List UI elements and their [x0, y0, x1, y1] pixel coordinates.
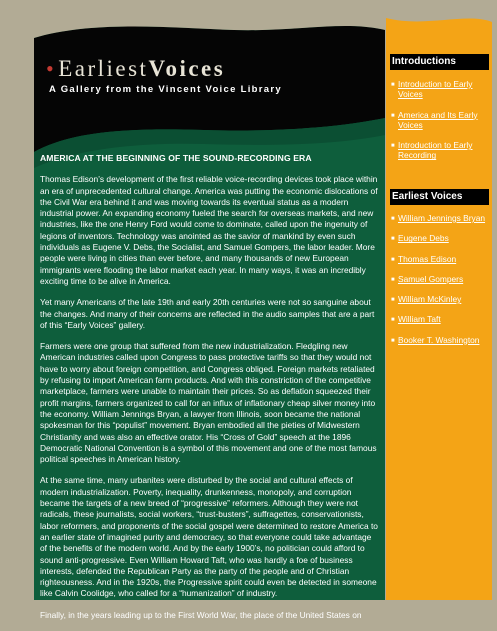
bullet-icon: ■: [391, 256, 395, 263]
link-william-taft[interactable]: William Taft: [398, 314, 441, 325]
link-william-mckinley[interactable]: William McKinley: [398, 294, 462, 305]
article-paragraph: Yet many Americans of the late 19th and early 20th centuries were not so sanguine about the changes. And many of their concerns are reflected in the audio samples that are a part of this “Early Voices” gallery.: [40, 297, 375, 330]
link-william-jennings-bryan[interactable]: William Jennings Bryan: [398, 213, 486, 223]
sidebar-link-item: [390, 274, 490, 284]
sidebar-link-item: [390, 254, 490, 264]
link-samuel-gompers[interactable]: Samuel Gompers: [398, 273, 464, 284]
sidebar-link-item: [390, 140, 490, 161]
sidebar-link-item: [390, 79, 490, 100]
article: [40, 150, 380, 631]
link-thomas-edison[interactable]: Thomas Edison: [398, 253, 457, 264]
sidebar-heading-introductions: Introductions: [390, 54, 489, 70]
main-content-panel: [34, 0, 385, 620]
bullet-icon: ■: [391, 236, 395, 243]
sidebar-link-item: [390, 314, 490, 324]
link-introduction-to-early-voices[interactable]: Introduction to Early Voices: [398, 79, 473, 100]
article-paragraph: Thomas Edison’s development of the first reliable voice-recording devices took place within an era of unprecedented cultural change. America was putting the economic dislocations of the Civil War era behind it and was moving towards its eventual status as a modern industrial power. An expanding economy fueled the search for overseas markets, and new industries, like the one Henry Ford would come to dominate, called upon the ingenuity of legions of inventors. Technology was anointed as the savior of mankind by even such individuals as Eugene V. Debs, the Socialist, and Samuel Gompers, the labor leader. More people were living in cities than ever before, and many thousands of new European immigrants were flooding the labor market each year. In many ways, it was an incredibly exciting time to be alive in America.: [40, 174, 378, 286]
sidebar-link-item: [390, 213, 490, 223]
earliest-voices-links: [390, 213, 490, 355]
sidebar: [386, 0, 492, 600]
logo-dot-icon: •: [46, 56, 57, 81]
bullet-icon: ■: [391, 337, 395, 344]
link-booker-t-washington[interactable]: Booker T. Washington: [398, 334, 480, 345]
sidebar-wave-graphic: [386, 0, 492, 40]
sidebar-heading-earliest-voices: Earliest Voices: [390, 189, 489, 205]
article-paragraph: At the same time, many urbanites were disturbed by the social and cultural effects of modern industrialization. Poverty, inequality, drunkenness, monopoly, and corruption became the targets of a new breed of “progressive” reformers. Although they were not radicals, these journalists, social workers, “trust-busters”, suffragettes, conservationists, labor reformers, and proponents of the social gospel were determined to restore America to an earlier state of imagined purity and democracy, so that everyone could take advantage of the benefits of the modern world. And by the early 1900’s, no politician could afford to sound anti-progressive. Even William Howard Taft, who was hardly a foe of business interests, defended the Republican Party as the party of the people and of Christian righteousness. And in the 1920s, the Progressive spirit could even be detected in someone like Calvin Coolidge, who called for a “humanization” of industry.: [40, 475, 378, 599]
sidebar-link-item: [390, 335, 490, 345]
bullet-icon: ■: [391, 112, 395, 119]
site-subtitle: A Gallery from the Vincent Voice Library: [49, 84, 282, 95]
bullet-icon: ■: [391, 317, 395, 324]
logo-word-earliest: Earliest: [58, 56, 149, 81]
bullet-icon: ■: [391, 143, 395, 150]
introductions-links: [390, 79, 490, 171]
site-logo[interactable]: [46, 56, 225, 82]
bullet-icon: ■: [391, 82, 395, 88]
article-paragraph: Finally, in the years leading up to the First World War, the place of the United States on: [40, 609, 362, 620]
header-banner: [34, 0, 385, 170]
article-paragraph: Farmers were one group that suffered from the new industrialization. Fledgling new American industries called upon Congress to pass protective tariffs so that they would not have to worry about foreign competition, and Congress obliged. Foreign markets retaliated by refusing to import American farm products. And with this constriction of the competitive marketplace, farmers were unable to maintain their prices. So as deflation squeezed their profit margins, farmers organized to call for an influx of inflationary cheap silver money into the economy. William Jennings Bryan, a lawyer from Illinois, soon became the national spokesman for this “populist” movement. Bryan embodied all the pieties of Midwestern Christianity and was also an effective orator. His “Cross of Gold” speech at the 1896 Democratic National Convention is a symbol of this movement and one of the most famous political speeches in American history.: [40, 341, 377, 465]
sidebar-link-item: [390, 110, 490, 131]
bullet-icon: ■: [391, 276, 395, 283]
link-eugene-debs[interactable]: Eugene Debs: [398, 233, 449, 244]
bullet-icon: ■: [391, 297, 395, 304]
bullet-icon: ■: [391, 216, 395, 222]
sidebar-link-item: [390, 233, 490, 243]
link-america-and-its-early-voices[interactable]: America and Its Early Voices: [398, 109, 478, 130]
sidebar-link-item: [390, 294, 490, 304]
link-introduction-to-early-recording[interactable]: Introduction to Early Recording: [398, 140, 473, 161]
article-heading: AMERICA AT THE BEGINNING OF THE SOUND-RECORDING ERA: [40, 153, 312, 163]
logo-word-voices: Voices: [148, 56, 226, 81]
